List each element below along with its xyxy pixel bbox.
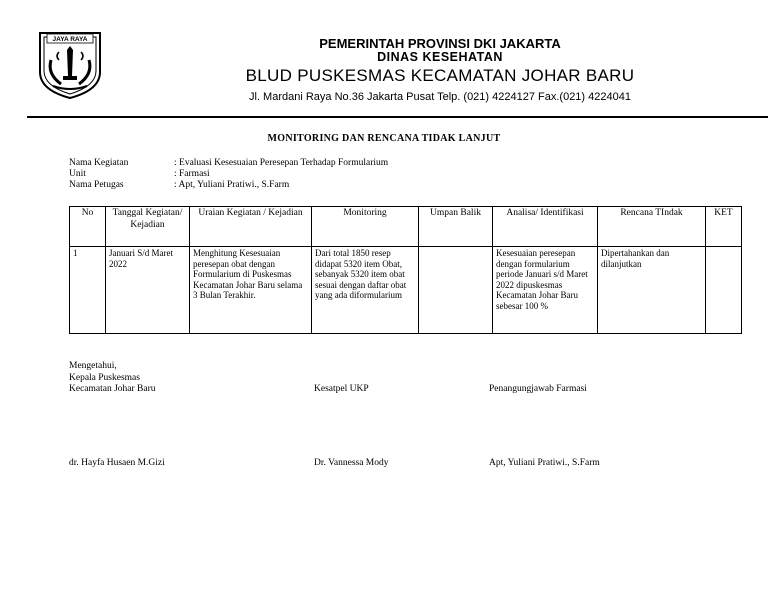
col-header-analisa: Analisa/ Identifikasi — [493, 207, 598, 247]
signature-title-farmasi: Penangungjawab Farmasi — [489, 384, 587, 394]
cell-analisa: Kesesuaian peresepan dengan formularium periode Januari s/d Maret 2022 dipuskesmas Kecamatan Johar Baru sebesar 100 % — [493, 247, 598, 334]
signature-line: Mengetahui, — [69, 361, 117, 371]
cell-rencana: Dipertahankan dan dilanjutkan — [598, 247, 706, 334]
cell-tanggal: Januari S/d Maret 2022 — [106, 247, 190, 334]
header-divider — [27, 116, 768, 118]
info-value: : Farmasi — [174, 169, 210, 179]
jaya-raya-logo — [37, 30, 103, 100]
signature-name-kepala: dr. Hayfa Husaen M.Gizi — [69, 458, 165, 468]
cell-no: 1 — [70, 247, 106, 334]
monitoring-table — [69, 206, 742, 334]
signature-title-kesatpel: Kesatpel UKP — [314, 384, 369, 394]
cell-uraian: Menghitung Kesesuaian peresepan obat dengan Formularium di Puskesmas Kecamatan Johar Baru selama 3 Bulan Terakhir. — [190, 247, 312, 334]
signature-name-farmasi: Apt, Yuliani Pratiwi., S.Farm — [489, 458, 600, 468]
col-header-umpan-balik: Umpan Balik — [419, 207, 493, 247]
table-header-row — [70, 207, 742, 247]
cell-monitoring: Dari total 1850 resep didapat 5320 item Obat, sebanyak 5320 item obat sesuai dengan daftar obat yang ada diformularium — [312, 247, 419, 334]
info-label: Nama Petugas — [69, 180, 124, 190]
table-row — [70, 247, 742, 334]
signature-name-kesatpel: Dr. Vannessa Mody — [314, 458, 389, 468]
col-header-rencana: Rencana TIndak — [598, 207, 706, 247]
document-title: MONITORING DAN RENCANA TIDAK LANJUT — [267, 133, 501, 144]
col-header-ket: KET — [706, 207, 742, 247]
header-address: Jl. Mardani Raya No.36 Jakarta Pusat Telp. (021) 4224127 Fax.(021) 4224041 — [249, 91, 631, 103]
col-header-monitoring: Monitoring — [312, 207, 419, 247]
header-institution: BLUD PUSKESMAS KECAMATAN JOHAR BARU — [245, 66, 635, 85]
signature-block-kepala — [69, 361, 156, 396]
col-header-uraian: Uraian Kegiatan / Kejadian — [190, 207, 312, 247]
header-government: PEMERINTAH PROVINSI DKI JAKARTA — [319, 36, 561, 51]
signature-line: Kecamatan Johar Baru — [69, 384, 156, 394]
header-department: DINAS KESEHATAN — [377, 50, 503, 64]
info-value: : Apt, Yuliani Pratiwi., S.Farm — [174, 180, 290, 190]
signature-line: Kepala Puskesmas — [69, 372, 140, 383]
info-label: Unit — [69, 169, 86, 179]
cell-ket — [706, 247, 742, 334]
cell-umpan-balik — [419, 247, 493, 334]
col-header-tanggal: Tanggal Kegiatan/ Kejadian — [106, 207, 190, 247]
col-header-no: No — [70, 207, 106, 247]
info-label: Nama Kegiatan — [69, 158, 129, 168]
info-value: : Evaluasi Kesesuaian Peresepan Terhadap Formularium — [174, 158, 389, 168]
logo-text: JAYA RAYA — [52, 36, 88, 43]
